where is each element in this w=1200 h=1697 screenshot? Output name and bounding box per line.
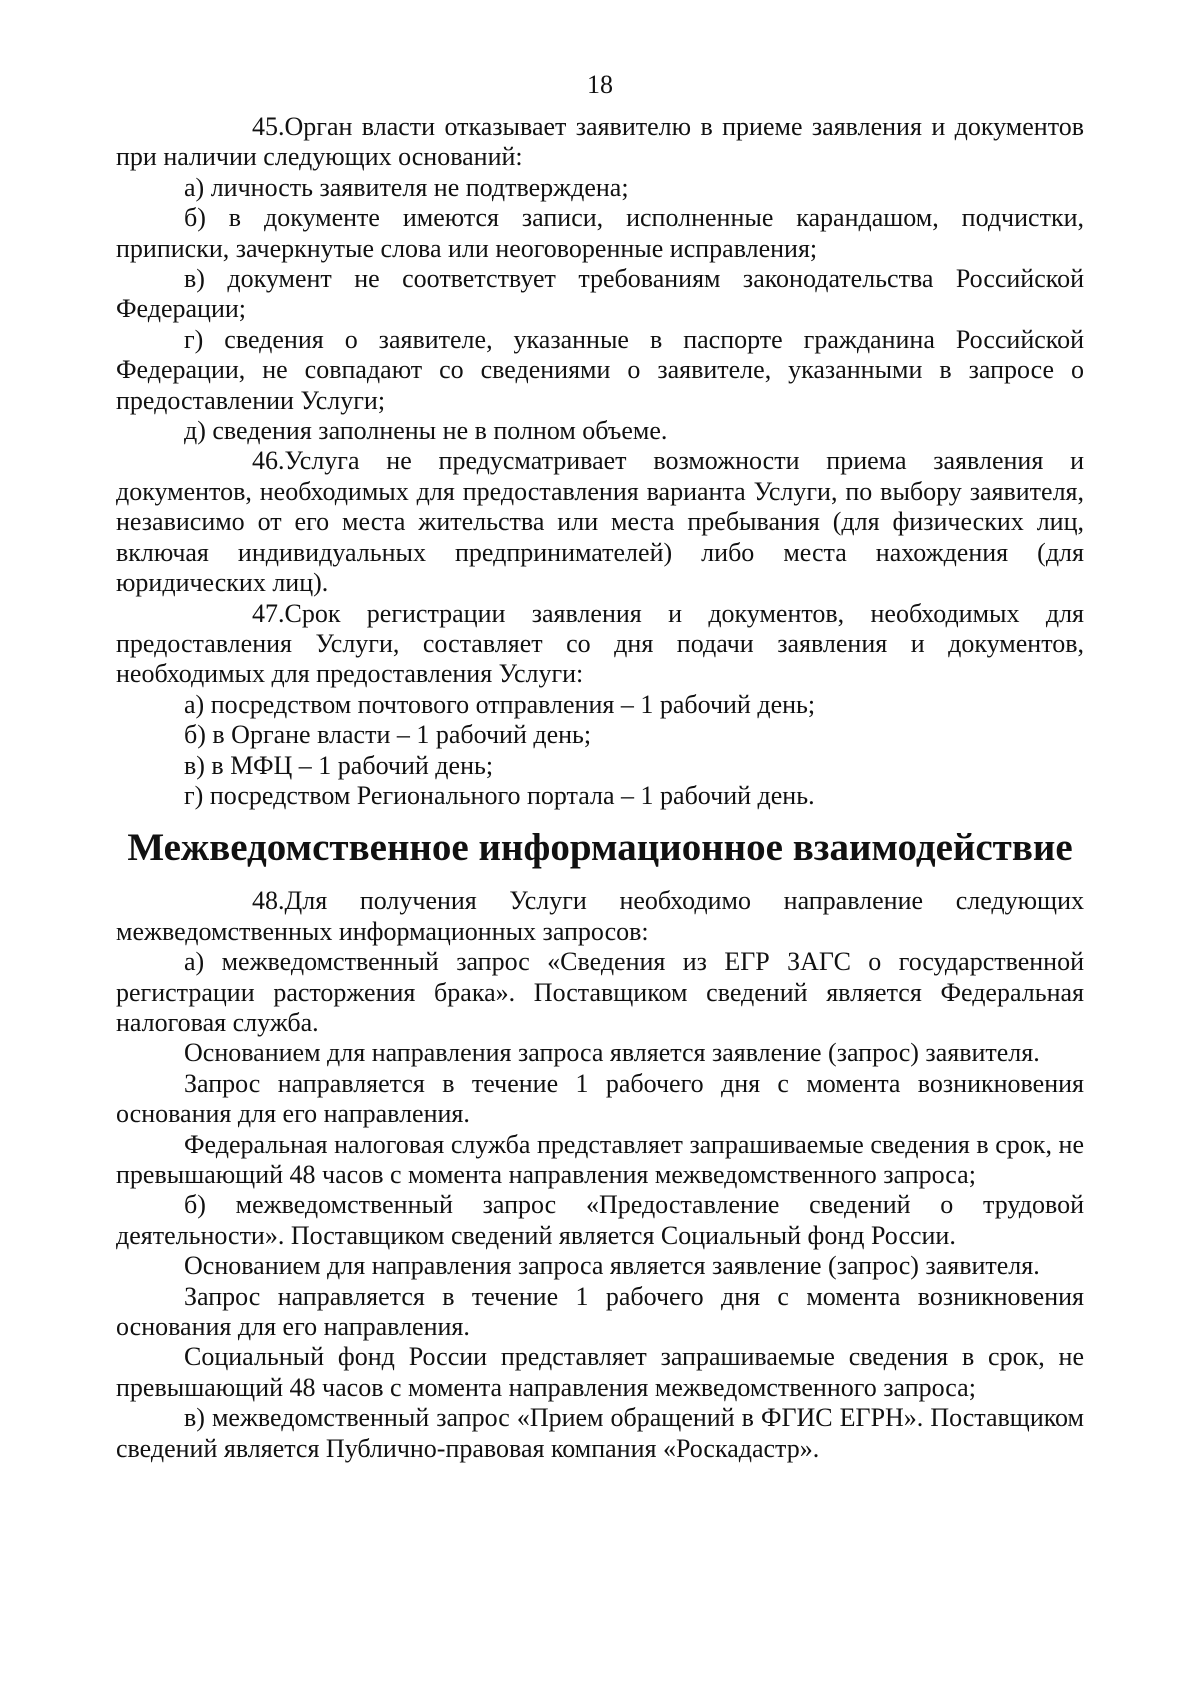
paragraph [116, 112, 1084, 173]
paragraph-text: Социальный фонд России представляет запрашиваемые сведения в срок, не превышающий 48 часов с момента направления межведомственного запроса; [116, 1342, 1084, 1402]
paragraph [116, 446, 1084, 598]
paragraph [116, 1403, 1084, 1464]
paragraph-text: в) межведомственный запрос «Прием обращений в ФГИС ЕГРН». Поставщиком сведений является Публично-правовая компания «Роскадастр». [116, 1403, 1084, 1463]
paragraph [116, 1069, 1084, 1130]
paragraph-text: б) в Органе власти – 1 рабочий день; [184, 720, 592, 750]
paragraph [116, 264, 1084, 325]
page-number: 18 [587, 70, 613, 99]
paragraph-text: Запрос направляется в течение 1 рабочего дня с момента возникновения основания для его направления. [116, 1068, 1084, 1129]
item-number: 47. [252, 598, 285, 628]
paragraph [116, 416, 1084, 446]
paragraph-text: б) межведомственный запрос «Предоставление сведений о трудовой деятельности». Поставщиком сведений является Социальный фонд России. [116, 1190, 1084, 1250]
paragraph-text: Услуга не предусматривает возможности приема заявления и документов, необходимых для предоставления варианта Услуги, по выбору заявителя, независимо от его места жительства или места пребывания (для физических лиц, включая индивидуальных предпринимателей) либо места нахождения (для юридических лиц). [116, 446, 1084, 598]
paragraph [116, 325, 1084, 416]
paragraph [116, 751, 1084, 781]
paragraph [116, 1038, 1084, 1068]
paragraph-text: д) сведения заполнены не в полном объеме. [184, 416, 668, 446]
paragraph-text: а) личность заявителя не подтверждена; [184, 172, 629, 202]
paragraph [116, 720, 1084, 750]
item-number: 46. [252, 446, 285, 476]
paragraph [116, 1282, 1084, 1343]
paragraph-text: г) посредством Регионального портала – 1 рабочий день. [184, 780, 815, 810]
paragraph-text: Федеральная налоговая служба представляет запрашиваемые сведения в срок, не превышающий 48 часов с момента направления межведомственного запроса; [116, 1129, 1084, 1189]
paragraph [116, 1251, 1084, 1281]
paragraph [116, 173, 1084, 203]
paragraph [116, 1342, 1084, 1403]
paragraph [116, 203, 1084, 264]
paragraph-text: а) посредством почтового отправления – 1 рабочий день; [184, 689, 816, 719]
paragraph-text: а) межведомственный запрос «Сведения из ЕГР ЗАГС о государственной регистрации расторжения брака». Поставщиком сведений является Федеральная налоговая служба. [116, 947, 1084, 1037]
document-body [116, 112, 1084, 1464]
paragraph-text: Основанием для направления запроса является заявление (запрос) заявителя. [184, 1038, 1040, 1068]
paragraph-text: в) в МФЦ – 1 рабочий день; [184, 750, 494, 780]
paragraph-text: Запрос направляется в течение 1 рабочего дня с момента возникновения основания для его направления. [116, 1281, 1084, 1342]
paragraph [116, 690, 1084, 720]
paragraph-text: Орган власти отказывает заявителю в приеме заявления и документов при наличии следующих оснований: [116, 112, 1084, 172]
paragraphs-after-heading [116, 886, 1084, 1464]
paragraph [116, 781, 1084, 811]
paragraph [116, 1190, 1084, 1251]
paragraph [116, 886, 1084, 947]
paragraph [116, 1130, 1084, 1191]
item-number: 45. [252, 112, 285, 141]
section-heading: Межведомственное информационное взаимодействие [127, 826, 1073, 870]
paragraph-text: Основанием для направления запроса является заявление (запрос) заявителя. [184, 1251, 1040, 1281]
paragraph-text: Для получения Услуги необходимо направление следующих межведомственных информационных запросов: [116, 886, 1084, 946]
paragraph-text: б) в документе имеются записи, исполненные карандашом, подчистки, приписки, зачеркнутые слова или неоговоренные исправления; [116, 203, 1084, 263]
paragraphs-before-heading [116, 112, 1084, 811]
paragraph [116, 599, 1084, 690]
paragraph-text: Срок регистрации заявления и документов, необходимых для предоставления Услуги, составляет со дня подачи заявления и документов, необходимых для предоставления Услуги: [116, 598, 1084, 689]
paragraph [116, 947, 1084, 1038]
paragraph-text: г) сведения о заявителе, указанные в паспорте гражданина Российской Федерации, не совпадают со сведениями о заявителе, указанными в запросе о предоставлении Услуги; [116, 324, 1084, 415]
item-number: 48. [252, 886, 285, 916]
paragraph-text: в) документ не соответствует требованиям законодательства Российской Федерации; [116, 264, 1084, 324]
